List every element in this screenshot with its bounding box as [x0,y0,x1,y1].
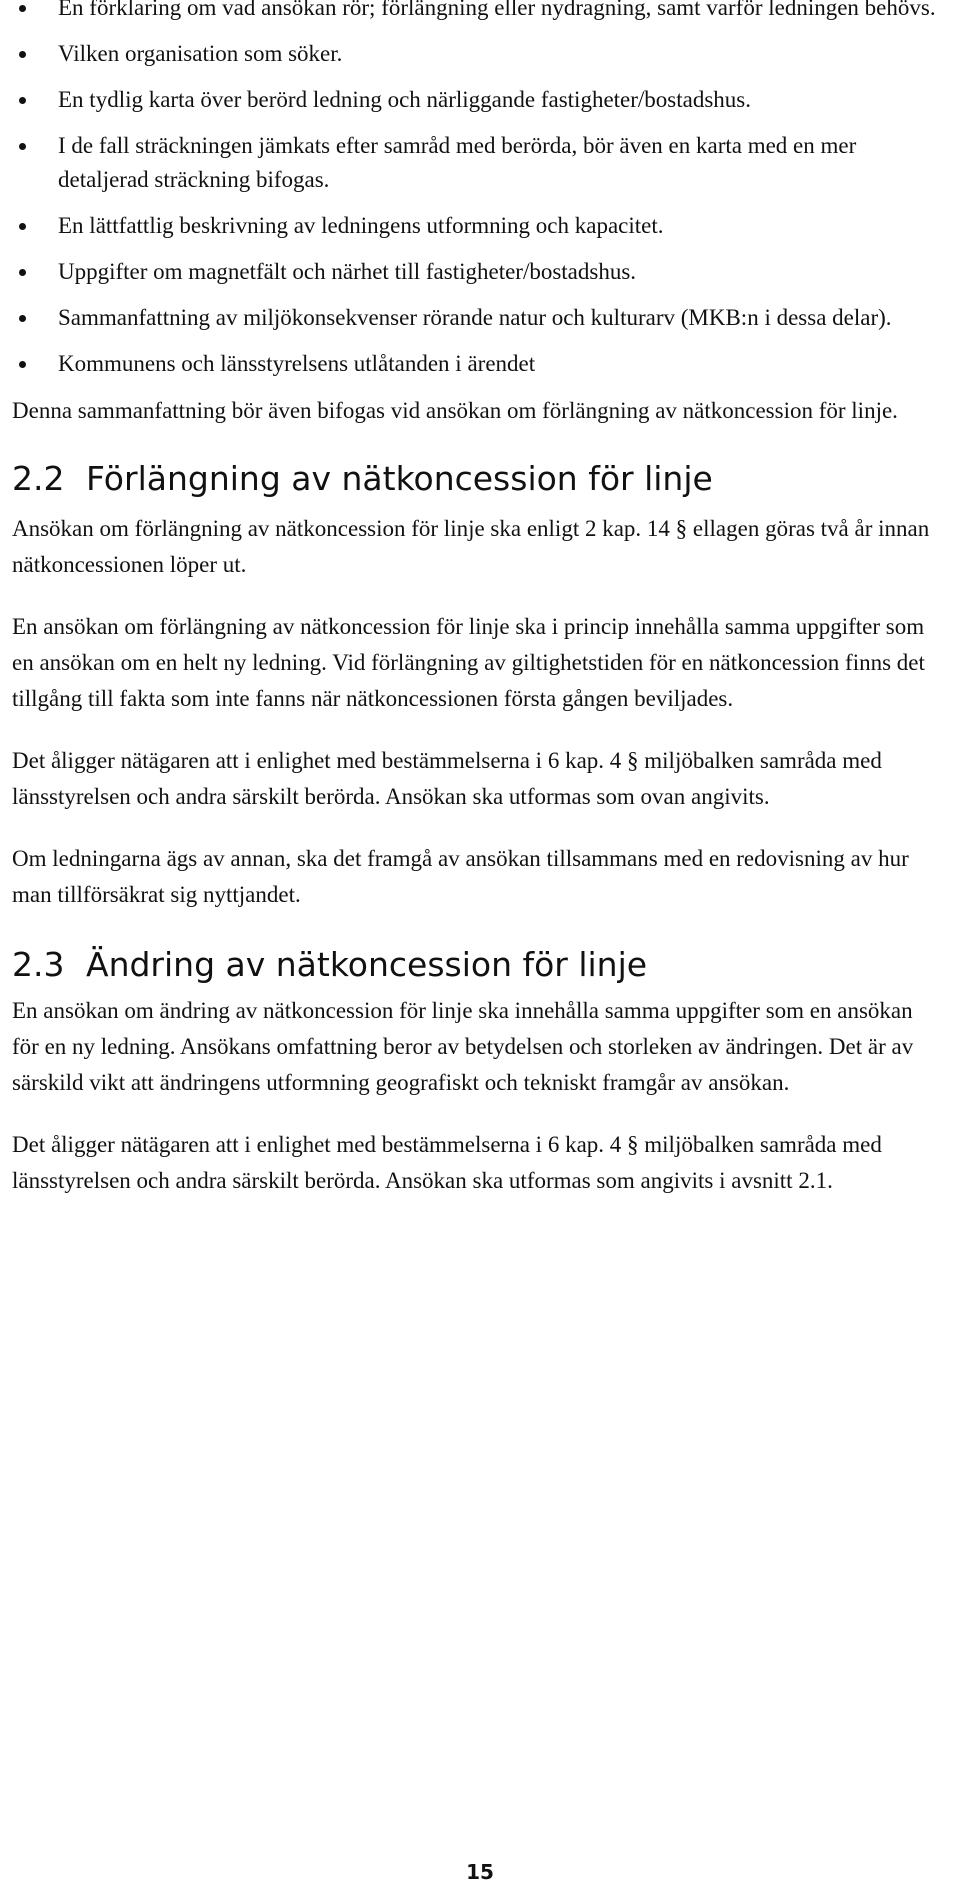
page-number: 15 [466,1860,494,1884]
section-heading-2-2 [12,459,940,499]
paragraph: En ansökan om förlängning av nätkoncession för linje ska i princip innehålla samma uppgifter som en ansökan om en helt ny ledning. Vid förlängning av giltighetstiden för en nätkoncession finns det tillgång till fakta som inte fanns när nätkoncessionen första gången beviljades. [12,614,925,711]
list-item: En tydlig karta över berörd ledning och närliggande fastigheter/bostadshus. [12,83,940,117]
bullet-icon [19,143,26,150]
section-number: 2.2 [12,459,65,498]
paragraph: Om ledningarna ägs av annan, ska det framgå av ansökan tillsammans med en redovisning av hur man tillförsäkrat sig nyttjandet. [12,846,909,907]
bullet-icon [19,51,26,58]
list-item: Kommunens och länsstyrelsens utlåtanden i ärendet [12,347,940,381]
list-item: En förklaring om vad ansökan rör; förlängning eller nydragning, samt varför ledningen behövs. [12,0,940,25]
list-item: Sammanfattning av miljökonsekvenser rörande natur och kulturarv (MKB:n i dessa delar). [12,301,940,335]
list-item: En lättfattlig beskrivning av ledningens utformning och kapacitet. [12,209,940,243]
section-title: Ändring av nätkoncession för linje [86,945,648,984]
requirements-list [12,0,940,381]
bullet-icon [19,361,26,368]
bullet-icon [19,315,26,322]
bullet-icon [19,223,26,230]
summary-note: Denna sammanfattning bör även bifogas vid ansökan om förlängning av nätkoncession för linje. [12,398,898,423]
paragraph: Det åligger nätägaren att i enlighet med bestämmelserna i 6 kap. 4 § miljöbalken samråda med länsstyrelsen och andra särskilt berörda. Ansökan ska utformas som ovan angivits. [12,748,882,809]
paragraph: Ansökan om förlängning av nätkoncession för linje ska enligt 2 kap. 14 § ellagen göras två år innan nätkoncessionen löper ut. [12,516,930,577]
bullet-icon [19,5,26,12]
list-item: Vilken organisation som söker. [12,37,940,71]
paragraph: En ansökan om ändring av nätkoncession för linje ska innehålla samma uppgifter som en ansökan för en ny ledning. Ansökans omfattning beror av betydelsen och storleken av ändringen. Det är av särskild vikt att ändringens utformning geografiskt och tekniskt framgår av ansökan. [12,998,914,1095]
section-heading-2-3 [12,945,940,985]
list-item: Uppgifter om magnetfält och närhet till fastigheter/bostadshus. [12,255,940,289]
bullet-icon [19,97,26,104]
paragraph: Det åligger nätägaren att i enlighet med bestämmelserna i 6 kap. 4 § miljöbalken samråda med länsstyrelsen och andra särskilt berörda. Ansökan ska utformas som angivits i avsnitt 2.1. [12,1132,882,1193]
list-item: I de fall sträckningen jämkats efter samråd med berörda, bör även en karta med en mer detaljerad sträckning bifogas. [12,129,940,197]
section-title: Förlängning av nätkoncession för linje [86,459,713,498]
bullet-icon [19,269,26,276]
section-number: 2.3 [12,945,65,984]
